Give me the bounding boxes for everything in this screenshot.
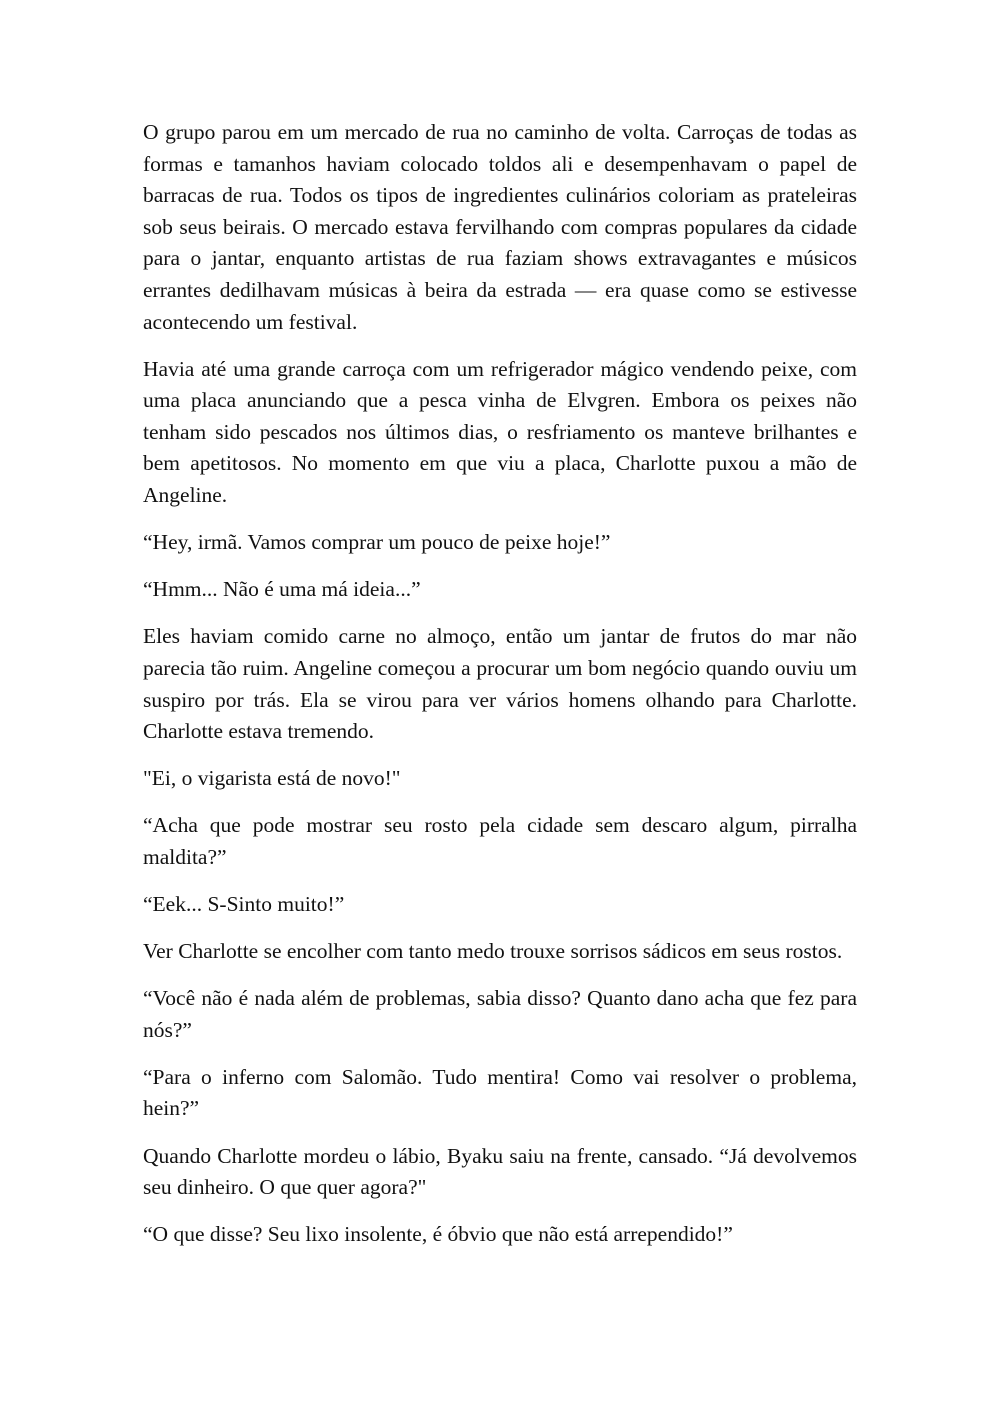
paragraph: Eles haviam comido carne no almoço, então um jantar de frutos do mar não parecia tão ruim. Angeline começou a procurar um bom negócio quando ouviu um suspiro por trás. Ela se virou para ver vários homens olhando para Charlotte. Charlotte estava tremendo. — [143, 624, 857, 744]
paragraph: O grupo parou em um mercado de rua no caminho de volta. Carroças de todas as formas e tamanhos haviam colocado toldos ali e desempenhavam o papel de barracas de rua. Todos os tipos de ingredientes culinários coloriam as prateleiras sob seus beirais. O mercado estava fervilhando com compras populares da cidade para o jantar, enquanto artistas de rua faziam shows extravagantes e músicos errantes dedilhavam músicas à beira da estrada — era quase como se estivesse acontecendo um festival. — [143, 120, 857, 334]
paragraph: “Hmm... Não é uma má ideia...” — [143, 577, 421, 602]
paragraph: "Ei, o vigarista está de novo!" — [143, 766, 401, 791]
paragraph: Havia até uma grande carroça com um refrigerador mágico vendendo peixe, com uma placa anunciando que a pesca vinha de Elvgren. Embora os peixes não tenham sido pescados nos últimos dias, o resfriamento os manteve brilhantes e bem apetitosos. No momento em que viu a placa, Charlotte puxou a mão de Angeline. — [143, 356, 857, 508]
document-page — [143, 117, 857, 1266]
paragraph: Ver Charlotte se encolher com tanto medo trouxe sorrisos sádicos em seus rostos. — [143, 939, 843, 964]
paragraph: “O que disse? Seu lixo insolente, é óbvio que não está arrependido!” — [143, 1222, 733, 1247]
paragraph: “Acha que pode mostrar seu rosto pela cidade sem descaro algum, pirralha maldita?” — [143, 813, 857, 869]
paragraph: “Você não é nada além de problemas, sabia disso? Quanto dano acha que fez para nós?” — [143, 986, 857, 1042]
paragraph: “Hey, irmã. Vamos comprar um pouco de peixe hoje!” — [143, 530, 611, 555]
paragraph: Quando Charlotte mordeu o lábio, Byaku saiu na frente, cansado. “Já devolvemos seu dinheiro. O que quer agora?" — [143, 1143, 857, 1200]
paragraph: “Eek... S-Sinto muito!” — [143, 891, 345, 916]
paragraph: “Para o inferno com Salomão. Tudo mentira! Como vai resolver o problema, hein?” — [143, 1064, 857, 1121]
